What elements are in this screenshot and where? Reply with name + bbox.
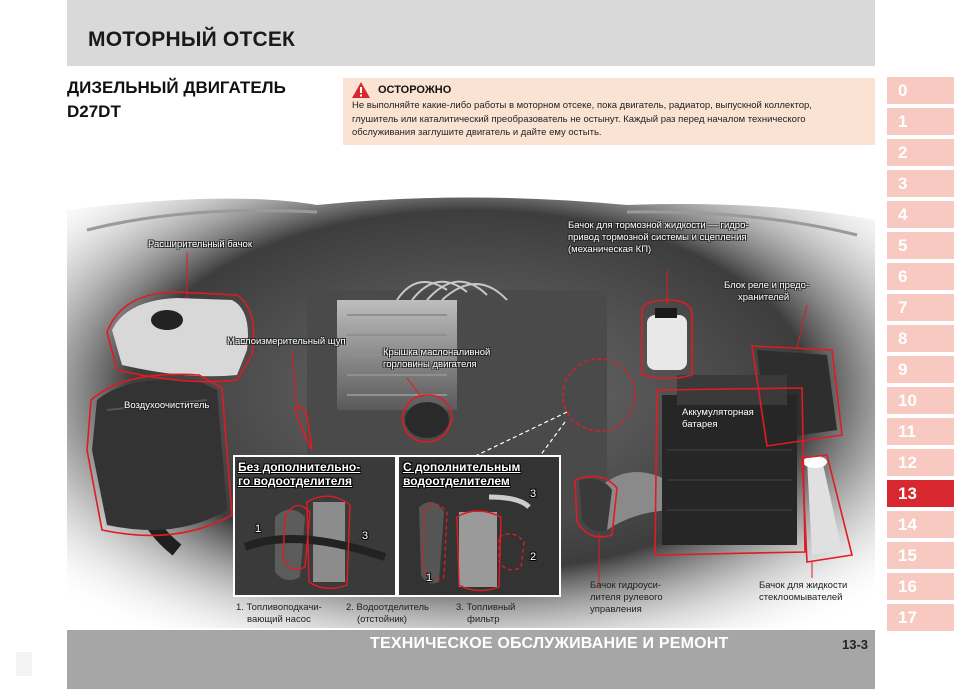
caution-text <box>352 99 870 140</box>
callout-line: (механическая КП) <box>568 244 652 255</box>
callout-line: Блок реле и предо- <box>724 280 810 291</box>
callout-line: управления <box>590 604 642 615</box>
legend-item-2 <box>346 602 429 626</box>
inset-title-line: водоотделителем <box>403 474 510 488</box>
footer-title: ТЕХНИЧЕСКОЕ ОБСЛУЖИВАНИЕ И РЕМОНТ <box>370 635 729 652</box>
chapter-tab-12[interactable]: 12 <box>887 449 954 476</box>
chapter-tab-3[interactable]: 3 <box>887 170 954 197</box>
section-title <box>67 76 337 124</box>
inset-left-title <box>238 460 360 488</box>
chapter-tab-1[interactable]: 1 <box>887 108 954 135</box>
callout-battery <box>682 407 754 431</box>
callout-power-steering <box>590 580 663 616</box>
callout-line: Аккумуляторная <box>682 407 754 418</box>
callout-line: привод тормозной системы и сцепления <box>568 232 747 243</box>
caution-label: ОСТОРОЖНО <box>378 84 452 96</box>
callout-line: Бачок гидроуси- <box>590 580 661 591</box>
callout-dipstick: Маслоизмерительный щуп <box>227 336 346 347</box>
inset-with-separator <box>397 455 561 597</box>
chapter-tab-9[interactable]: 9 <box>887 356 954 383</box>
chapter-tab-13[interactable]: 13 <box>887 480 954 507</box>
chapter-tab-16[interactable]: 16 <box>887 573 954 600</box>
chapter-tab-8[interactable]: 8 <box>887 325 954 352</box>
legend-item-3 <box>456 602 515 626</box>
page-title: МОТОРНЫЙ ОТСЕК <box>88 28 296 51</box>
chapter-tab-17[interactable]: 17 <box>887 604 954 631</box>
chapter-tab-14[interactable]: 14 <box>887 511 954 538</box>
callout-expansion-tank: Расширительный бачок <box>148 239 252 250</box>
corner-mark <box>16 652 32 676</box>
legend-item-1 <box>236 602 322 626</box>
legend-line: (отстойник) <box>357 614 407 625</box>
page-number: 13-3 <box>842 637 869 652</box>
chapter-tab-6[interactable]: 6 <box>887 263 954 290</box>
marker-3: 3 <box>362 530 369 542</box>
chapter-tab-11[interactable]: 11 <box>887 418 954 445</box>
marker-1: 1 <box>426 572 433 584</box>
legend-line: вающий насос <box>247 614 311 625</box>
marker-3: 3 <box>530 488 537 500</box>
callout-air-cleaner: Воздухоочиститель <box>124 400 210 411</box>
section-title-line2: D27DT <box>67 102 121 121</box>
callout-relay-box <box>724 280 809 304</box>
chapter-tab-2[interactable]: 2 <box>887 139 954 166</box>
warning-icon <box>352 82 370 98</box>
caution-line: обслуживания заглушите двигатель и дайте ему остыть. <box>352 127 602 138</box>
chapter-tab-5[interactable]: 5 <box>887 232 954 259</box>
caution-line: Не выполняйте какие-либо работы в моторном отсеке, пока двигатель, радиатор, выпускной коллектор, <box>352 100 812 111</box>
legend-line: 2. Водоотделитель <box>346 602 429 613</box>
section-title-line1: ДИЗЕЛЬНЫЙ ДВИГАТЕЛЬ <box>67 78 286 97</box>
inset-title-line: го водоотделителя <box>238 474 353 488</box>
callout-washer-tank <box>759 580 847 604</box>
callout-line: Бачок для тормозной жидкости — гидро- <box>568 220 749 231</box>
callout-line: батарея <box>682 419 718 430</box>
chapter-tab-7[interactable]: 7 <box>887 294 954 321</box>
marker-2: 2 <box>530 551 537 563</box>
callout-oil-filler-cap <box>383 347 490 371</box>
callout-line: Крышка маслоналивной <box>383 347 491 358</box>
inset-right-title <box>403 460 520 488</box>
callout-line: лителя рулевого <box>590 592 663 603</box>
callout-line: хранителей <box>738 292 790 303</box>
chapter-tab-10[interactable]: 10 <box>887 387 954 414</box>
chapter-tab-15[interactable]: 15 <box>887 542 954 569</box>
chapter-tabs <box>887 77 954 635</box>
marker-1: 1 <box>255 523 262 535</box>
legend-line: 3. Топливный <box>456 602 516 613</box>
inset-title-line: Без дополнительно- <box>238 460 361 474</box>
caution-header <box>352 82 451 98</box>
callout-brake-fluid <box>568 220 749 256</box>
callout-line: стеклоомывателей <box>759 592 843 603</box>
legend-line: фильтр <box>467 614 500 625</box>
inset-title-line: С дополнительным <box>403 460 521 474</box>
chapter-tab-0[interactable]: 0 <box>887 77 954 104</box>
callout-line: Бачок для жидкости <box>759 580 848 591</box>
caution-line: глушитель или каталитический преобразователь не остынут. Каждый раз перед началом технического <box>352 113 806 125</box>
callout-line: горловины двигателя <box>383 359 477 370</box>
inset-without-separator <box>233 455 397 597</box>
legend-line: 1. Топливоподкачи- <box>236 602 322 613</box>
chapter-tab-4[interactable]: 4 <box>887 201 954 228</box>
